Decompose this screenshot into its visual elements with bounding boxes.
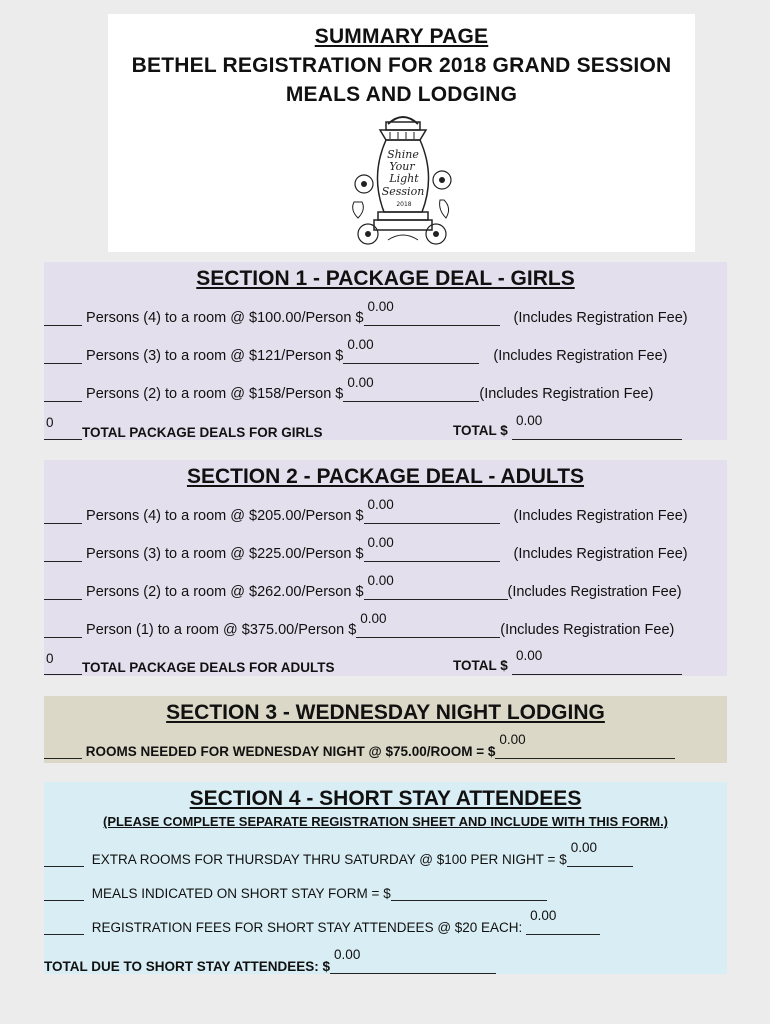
adults-row-2 [44, 573, 682, 605]
count-field[interactable] [44, 507, 82, 524]
wednesday-row [44, 732, 675, 764]
row-note: (Includes Registration Fee) [507, 584, 682, 600]
extra-rooms-amount-field[interactable]: 0.00 [567, 850, 633, 867]
row-note: (Includes Registration Fee) [513, 310, 688, 326]
lantern-logo-icon [348, 106, 458, 248]
total-prefix: TOTAL $ [453, 423, 508, 438]
girls-total-count[interactable]: 0 [46, 415, 54, 430]
total-label: TOTAL PACKAGE DEALS FOR GIRLS [82, 425, 323, 440]
girls-total-row [44, 413, 543, 445]
row-note: (Includes Registration Fee) [500, 622, 675, 638]
adults-row-1 [44, 611, 675, 643]
adults-row-4 [44, 497, 688, 529]
amount-field[interactable]: 0.00 [343, 347, 479, 364]
total-label: TOTAL DUE TO SHORT STAY ATTENDEES: $ [44, 959, 331, 974]
row-label: Persons (2) to a room @ $262.00/Person $ [86, 584, 364, 600]
short-stay-total-field[interactable]: 0.00 [330, 957, 496, 974]
short-stay-total-row [44, 947, 496, 979]
section-3-title: SECTION 3 - WEDNESDAY NIGHT LODGING [166, 701, 605, 724]
girls-row-4 [44, 299, 688, 331]
row-note: (Includes Registration Fee) [493, 348, 668, 364]
wednesday-amount-field[interactable]: 0.00 [495, 742, 675, 759]
rooms-count-field[interactable] [44, 742, 82, 759]
extra-rooms-row [44, 840, 633, 872]
svg-text:Light: Light [389, 172, 419, 185]
fees-amount-field[interactable]: 0.00 [526, 918, 600, 935]
svg-text:Shine: Shine [387, 148, 419, 161]
row-label: MEALS INDICATED ON SHORT STAY FORM = $ [91, 886, 391, 901]
section-1-girls [44, 262, 727, 440]
section-3-wednesday [44, 696, 727, 763]
row-label: Person (1) to a room @ $375.00/Person $ [86, 622, 357, 638]
girls-row-3 [44, 337, 668, 369]
row-label: Persons (4) to a room @ $100.00/Person $ [86, 310, 364, 326]
section-2-adults [44, 460, 727, 676]
count-field[interactable] [44, 347, 82, 364]
summary-title: SUMMARY PAGE [314, 25, 489, 48]
header-box [108, 14, 695, 252]
count-field[interactable] [44, 385, 82, 402]
count-field[interactable] [44, 850, 84, 867]
svg-text:Your: Your [389, 160, 415, 173]
meals-amount-field[interactable] [391, 884, 547, 901]
row-note: (Includes Registration Fee) [479, 386, 654, 402]
section-4-title: SECTION 4 - SHORT STAY ATTENDEES [189, 787, 582, 810]
svg-text:Session: Session [381, 185, 425, 198]
row-label: Persons (3) to a room @ $121/Person $ [86, 348, 344, 364]
count-field[interactable] [44, 884, 84, 901]
registration-title: BETHEL REGISTRATION FOR 2018 GRAND SESSION [131, 54, 672, 77]
row-label: ROOMS NEEDED FOR WEDNESDAY NIGHT @ $75.00/ROOM = $ [85, 744, 496, 759]
adults-row-3 [44, 535, 688, 567]
row-label: Persons (4) to a room @ $205.00/Person $ [86, 508, 364, 524]
section-1-title: SECTION 1 - PACKAGE DEAL - GIRLS [196, 267, 575, 290]
total-label: TOTAL PACKAGE DEALS FOR ADULTS [82, 660, 335, 675]
count-field[interactable] [44, 621, 82, 638]
amount-field[interactable]: 0.00 [364, 507, 500, 524]
girls-total-field[interactable]: 0.00 [512, 423, 682, 440]
row-label: Persons (2) to a room @ $158/Person $ [86, 386, 344, 402]
adults-total-count[interactable]: 0 [46, 651, 54, 666]
adults-total-row [44, 648, 543, 680]
amount-field[interactable]: 0.00 [343, 385, 479, 402]
amount-field[interactable]: 0.00 [356, 621, 500, 638]
girls-row-2 [44, 375, 654, 407]
row-label: EXTRA ROOMS FOR THURSDAY THRU SATURDAY @ $100 PER NIGHT = $ [91, 852, 567, 867]
section-2-title: SECTION 2 - PACKAGE DEAL - ADULTS [186, 465, 585, 488]
adults-total-field[interactable]: 0.00 [512, 658, 682, 675]
svg-text:2018: 2018 [396, 201, 412, 208]
count-field[interactable] [44, 309, 82, 326]
amount-field[interactable]: 0.00 [364, 583, 508, 600]
row-label: REGISTRATION FEES FOR SHORT STAY ATTENDEES @ $20 EACH: [91, 920, 523, 935]
count-field[interactable] [44, 545, 82, 562]
row-note: (Includes Registration Fee) [513, 508, 688, 524]
meals-lodging-title: MEALS AND LODGING [285, 83, 518, 106]
amount-field[interactable]: 0.00 [364, 309, 500, 326]
count-field[interactable] [44, 583, 82, 600]
section-4-short-stay [44, 782, 727, 974]
total-prefix: TOTAL $ [453, 658, 508, 673]
registration-fees-row [44, 908, 600, 940]
count-field[interactable] [44, 918, 84, 935]
section-4-subtitle: (PLEASE COMPLETE SEPARATE REGISTRATION SHEET AND INCLUDE WITH THIS FORM.) [102, 814, 669, 829]
row-note: (Includes Registration Fee) [513, 546, 688, 562]
row-label: Persons (3) to a room @ $225.00/Person $ [86, 546, 364, 562]
meals-row [44, 884, 547, 906]
amount-field[interactable]: 0.00 [364, 545, 500, 562]
